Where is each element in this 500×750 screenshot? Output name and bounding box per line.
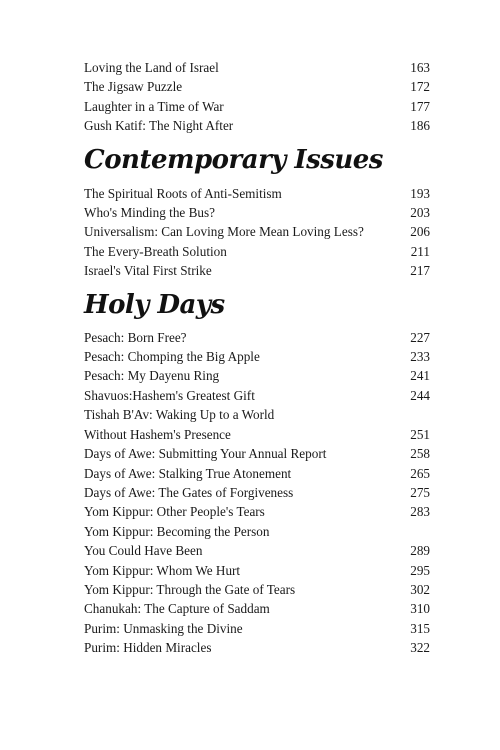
entry-title — [84, 522, 432, 561]
entry-page-number: 233 — [410, 349, 430, 365]
section-heading: Holy Days — [84, 289, 225, 320]
entry-page-number: 203 — [410, 205, 430, 221]
entry-page-number: 310 — [410, 601, 430, 617]
entry-page-number: 227 — [410, 329, 430, 345]
entry-title-line: Without Hashem's Presence — [84, 426, 231, 442]
entry-title — [84, 184, 432, 203]
entry-title — [84, 580, 432, 599]
table-of-contents — [84, 58, 432, 658]
entry-title-line: The Every-Breath Solution — [84, 243, 227, 259]
entry-page-number: 193 — [410, 185, 430, 201]
entry-page-number: 163 — [410, 60, 430, 75]
entry-title — [84, 502, 432, 521]
toc-section — [84, 145, 432, 281]
entry-title-line: Purim: Hidden Miracles — [84, 640, 212, 656]
entry-title — [84, 638, 432, 657]
entry-title — [84, 242, 432, 261]
toc-entry[interactable] — [84, 58, 432, 77]
entry-title-line: Chanukah: The Capture of Saddam — [84, 601, 270, 617]
entry-page-number: 206 — [410, 224, 430, 240]
entry-title-line: Pesach: Chomping the Big Apple — [84, 349, 260, 365]
entry-title-line: The Jigsaw Puzzle — [84, 79, 183, 95]
entry-title-line: Pesach: My Dayenu Ring — [84, 368, 220, 384]
toc-entry[interactable] — [84, 97, 432, 116]
entry-page-number: 211 — [410, 243, 430, 259]
toc-entry[interactable] — [84, 599, 432, 618]
toc-entry[interactable] — [84, 444, 432, 463]
entry-title-line: Yom Kippur: Becoming the Person — [84, 523, 270, 539]
entry-title — [84, 116, 432, 135]
entry-title-line: Yom Kippur: Whom We Hurt — [84, 562, 241, 578]
entry-page-number: 244 — [410, 387, 430, 403]
entry-title-line: Pesach: Born Free? — [84, 329, 187, 345]
entry-title — [84, 561, 432, 580]
entry-title — [84, 97, 432, 116]
toc-section — [84, 58, 432, 136]
entry-title — [84, 405, 432, 444]
entry-page-number: 289 — [410, 543, 430, 559]
entry-title-line: Yom Kippur: Other People's Tears — [84, 504, 265, 520]
entry-title — [84, 366, 432, 385]
toc-entry[interactable] — [84, 580, 432, 599]
toc-entry[interactable] — [84, 522, 432, 561]
toc-entry[interactable] — [84, 116, 432, 135]
entry-title-line: The Spiritual Roots of Anti-Semitism — [84, 185, 282, 201]
toc-entry[interactable] — [84, 203, 432, 222]
toc-entry[interactable] — [84, 619, 432, 638]
entry-title — [84, 464, 432, 483]
entry-title — [84, 261, 432, 280]
entry-page-number: 241 — [410, 368, 430, 384]
toc-entry[interactable] — [84, 347, 432, 366]
entry-title-line: Loving the Land of Israel — [84, 60, 219, 75]
toc-entry[interactable] — [84, 366, 432, 385]
toc-entry[interactable] — [84, 77, 432, 96]
entry-title — [84, 444, 432, 463]
entry-page-number: 275 — [410, 484, 430, 500]
toc-entry[interactable] — [84, 464, 432, 483]
entry-title — [84, 347, 432, 366]
entry-page-number: 217 — [410, 263, 430, 279]
entry-title-line: Shavuos:Hashem's Greatest Gift — [84, 387, 255, 403]
toc-entry[interactable] — [84, 405, 432, 444]
entry-title — [84, 222, 432, 241]
entry-title-line: Days of Awe: The Gates of Forgiveness — [84, 484, 294, 500]
entry-title-line: Yom Kippur: Through the Gate of Tears — [84, 581, 296, 597]
entry-page-number: 251 — [410, 426, 430, 442]
entry-title — [84, 386, 432, 405]
entry-title-line: Who's Minding the Bus? — [84, 205, 215, 221]
toc-entry[interactable] — [84, 386, 432, 405]
entry-page-number: 283 — [410, 504, 430, 520]
toc-entry[interactable] — [84, 222, 432, 241]
entry-title — [84, 599, 432, 618]
entry-title — [84, 203, 432, 222]
toc-entry[interactable] — [84, 483, 432, 502]
entry-page-number: 302 — [410, 581, 430, 597]
entry-page-number: 265 — [410, 465, 430, 481]
entry-title-line: Purim: Unmasking the Divine — [84, 620, 243, 636]
toc-entry[interactable] — [84, 561, 432, 580]
entry-title-line: Gush Katif: The Night After — [84, 118, 234, 134]
toc-entry[interactable] — [84, 638, 432, 657]
entry-title-line: Tishah B'Av: Waking Up to a World — [84, 407, 275, 423]
entry-title-line: Laughter in a Time of War — [84, 98, 224, 114]
entry-title — [84, 619, 432, 638]
entry-page-number: 315 — [410, 620, 430, 636]
entry-page-number: 177 — [410, 98, 430, 114]
entry-title-line: Days of Awe: Stalking True Atonement — [84, 465, 292, 481]
entry-page-number: 186 — [410, 118, 430, 134]
toc-entry[interactable] — [84, 328, 432, 347]
entry-title — [84, 58, 432, 77]
entry-page-number: 295 — [410, 562, 430, 578]
section-heading: Contemporary Issues — [84, 144, 383, 175]
entry-title — [84, 483, 432, 502]
toc-entry[interactable] — [84, 184, 432, 203]
entry-title-line: Days of Awe: Submitting Your Annual Report — [84, 446, 327, 462]
toc-entry[interactable] — [84, 242, 432, 261]
entry-title — [84, 77, 432, 96]
entry-title — [84, 328, 432, 347]
entry-page-number: 322 — [410, 640, 430, 656]
entry-title-line: Universalism: Can Loving More Mean Loving Less? — [84, 224, 364, 240]
toc-section — [84, 290, 432, 658]
entry-title-line: You Could Have Been — [84, 543, 203, 559]
toc-entry[interactable] — [84, 502, 432, 521]
entry-page-number: 258 — [410, 446, 430, 462]
toc-entry[interactable] — [84, 261, 432, 280]
entry-page-number: 172 — [410, 79, 430, 95]
entry-title-line: Israel's Vital First Strike — [84, 263, 212, 279]
